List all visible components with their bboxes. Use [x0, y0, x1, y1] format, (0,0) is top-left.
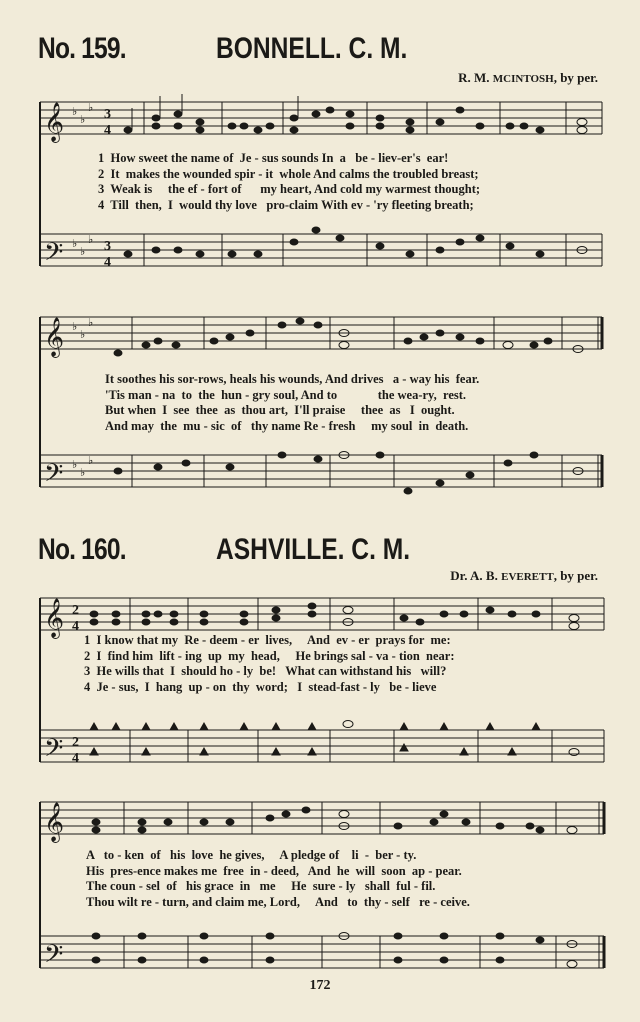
svg-text:3: 3 — [104, 239, 111, 254]
svg-text:2: 2 — [72, 603, 79, 618]
svg-text:4: 4 — [104, 255, 111, 270]
svg-text:♭: ♭ — [80, 329, 86, 341]
svg-text:♭: ♭ — [80, 114, 86, 126]
verse-line: 4 Till then, I would thy love pro-claim With ev - 'ry fleeting breath; — [98, 197, 474, 212]
svg-text:♭: ♭ — [72, 459, 78, 471]
svg-text:𝄢: 𝄢 — [44, 459, 64, 494]
svg-text:♭: ♭ — [80, 467, 86, 479]
hymn-160-verses-system-1 — [84, 633, 455, 695]
verse-line: But when I see thee as thou art, I'll praise thee as I ought. — [105, 403, 455, 417]
hymn-number: No. 160. — [38, 533, 126, 566]
svg-text:4: 4 — [72, 751, 79, 766]
verse-line: 2 It makes the wounded spir - it whole And calms the troubled breast; — [98, 166, 479, 181]
verse-line: 1 How sweet the name of Je - sus sounds In a be - liev-er's ear! — [98, 151, 449, 165]
verse-line: 'Tis man - na to the hun - gry soul, And to the wea-ry, rest. — [105, 387, 467, 402]
svg-text:𝄞: 𝄞 — [44, 802, 65, 842]
verse-line: And may the mu - sic of thy name Re - fresh my soul in death. — [105, 418, 469, 433]
verse-line: 3 Weak is the ef - fort of my heart, And cold my warmest thought; — [98, 182, 481, 196]
hymn-number: No. 159. — [38, 32, 126, 65]
verse-line: His pres-ence makes me free in - deed, And he will soon ap - pear. — [86, 863, 462, 878]
svg-text:♭: ♭ — [88, 102, 94, 114]
svg-text:3: 3 — [104, 107, 111, 122]
verse-line: 1 I know that my Re - deem - er lives, And ev - er prays for me: — [84, 633, 451, 647]
hymn-159-verses-system-2 — [105, 372, 479, 434]
svg-text:♭: ♭ — [88, 455, 94, 467]
svg-text:𝄞: 𝄞 — [44, 598, 65, 638]
svg-text:4: 4 — [104, 123, 111, 138]
composer-credit: Dr. A. B. EVERETT, by per. — [450, 568, 598, 583]
page-number: 172 — [309, 978, 331, 993]
verse-line: 2 I find him lift - ing up my head, He brings sal - va - tion near: — [84, 648, 455, 663]
svg-text:♭: ♭ — [80, 246, 86, 258]
hymn-title: ASHVILLE. C. M. — [216, 533, 411, 566]
hymn-title: BONNELL. C. M. — [216, 32, 408, 65]
svg-text:♭: ♭ — [72, 106, 78, 118]
verse-line: 4 Je - sus, I hang up - on thy word; I stead-fast - ly be - lieve — [84, 679, 437, 694]
hymn-159-verses-system-1 — [98, 151, 480, 213]
verse-line: 3 He wills that I should ho - ly be! What can withstand his will? — [84, 664, 447, 678]
svg-text:𝄢: 𝄢 — [44, 238, 64, 273]
composer-credit: R. M. MCINTOSH, by per. — [458, 70, 598, 85]
svg-text:♭: ♭ — [72, 321, 78, 333]
svg-text:♭: ♭ — [72, 238, 78, 250]
hymn-160-verses-system-2 — [86, 848, 470, 910]
verse-line: A to - ken of his love he gives, A pledge of li - ber - ty. — [86, 848, 417, 862]
verse-line: Thou wilt re - turn, and claim me, Lord, And to thy - self re - ceive. — [86, 894, 470, 909]
svg-text:♭: ♭ — [88, 317, 94, 329]
svg-text:𝄞: 𝄞 — [44, 102, 65, 142]
verse-line: The coun - sel of his grace in me He sure - ly shall ful - fil. — [86, 879, 436, 893]
hymn-159-header — [0, 32, 640, 72]
svg-text:𝄞: 𝄞 — [44, 317, 65, 357]
svg-text:4: 4 — [72, 619, 79, 634]
svg-text:2: 2 — [72, 735, 79, 750]
svg-text:𝄢: 𝄢 — [44, 940, 64, 975]
svg-text:♭: ♭ — [88, 234, 94, 246]
svg-text:𝄢: 𝄢 — [44, 734, 64, 769]
hymn-160-header — [0, 533, 640, 573]
verse-line: It soothes his sor-rows, heals his wounds, And drives a - way his fear. — [105, 372, 480, 386]
